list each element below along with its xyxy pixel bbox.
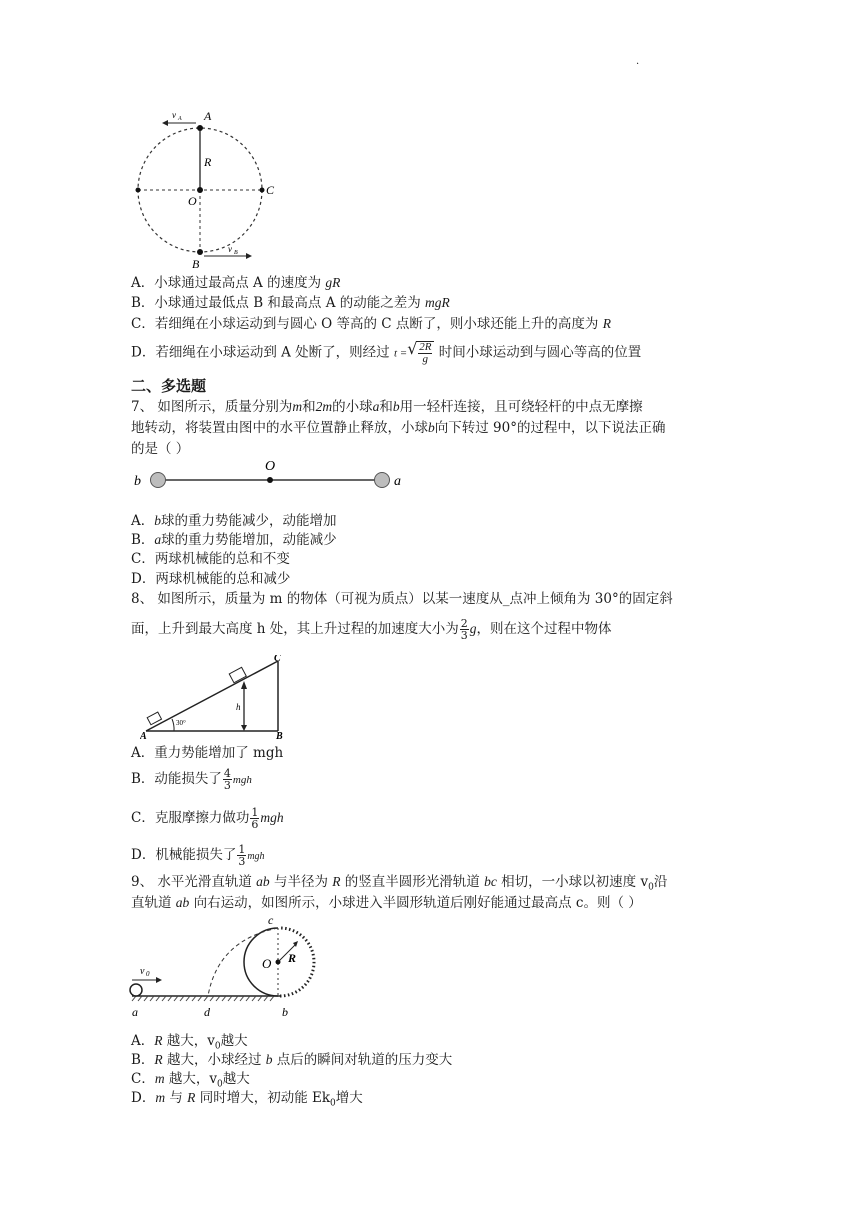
- incline-label-A: A: [140, 731, 147, 739]
- track-label-b: b: [282, 1005, 288, 1019]
- q7-line1: 7、 如图所示，质量分别为m和2m的小球a和b用一轻杆连接，且可绕轻杆的中点无摩擦: [131, 399, 643, 415]
- q9-option-b: B．R 越大，小球经过 b 点后的瞬间对轨道的压力变大: [131, 1052, 453, 1068]
- label-O: O: [188, 194, 197, 208]
- track-figure: [128, 910, 328, 1022]
- track-label-d: d: [204, 1005, 210, 1019]
- q6-option-d: D．若细绳在小球运动到 A 处断了，则经过 t = √ $\frac{2R}{g}$ 时间小球运动到与圆心等高的位置: [131, 341, 641, 365]
- q7-option-c: C．两球机械能的总和不变: [131, 551, 290, 567]
- q9-line1: 9、 水平光滑直轨道 ab 与半径为 R 的竖直半圆形光滑轨道 bc 相切，一小球以初速度 $v_0$沿: [131, 874, 668, 893]
- q6-option-b: B．小球通过最低点 B 和最高点 A 的动能之差为 mgR: [131, 295, 450, 311]
- incline-h-label: h: [236, 702, 241, 712]
- rod-label-a: a: [394, 474, 401, 489]
- q9-line2: 直轨道 ab 向右运动，如图所示，小球进入半圆形轨道后刚好能通过最高点 c。则（ ）: [131, 895, 642, 911]
- label-R: R: [204, 155, 212, 169]
- q7-option-d: D．两球机械能的总和减少: [131, 571, 291, 587]
- q7-option-a: A．b球的重力势能减少，动能增加: [131, 513, 337, 529]
- q9-option-a: A．R 越大，$v_0$越大: [131, 1033, 248, 1052]
- label-C: C: [266, 183, 275, 197]
- q7-option-b: B．a球的重力势能增加，动能减少: [131, 532, 337, 548]
- rod-label-b: b: [134, 474, 141, 489]
- circle-figure: [128, 104, 288, 272]
- incline-figure: [140, 655, 290, 739]
- label-vB-sub: B: [234, 250, 238, 256]
- track-label-v0-sub: 0: [146, 970, 150, 978]
- track-label-O: O: [262, 956, 272, 971]
- incline-label-C: C: [274, 655, 281, 664]
- rod-figure: [128, 456, 418, 496]
- label-vB: v: [228, 244, 232, 254]
- q6-option-a: A．小球通过最高点 A 的速度为 gR: [131, 275, 341, 291]
- q7-line3: 的是（ ）: [131, 441, 190, 457]
- label-vA: v: [172, 110, 176, 120]
- incline-label-B: B: [276, 731, 283, 739]
- label-A: A: [204, 109, 212, 123]
- q8-line2: 面，上升到最大高度 h 处，其上升过程的加速度大小为 $\frac{2}{3}$ g，则在这个过程中物体: [131, 617, 612, 642]
- q7-line2: 地转动，将装置由图中的水平位置静止释放，小球b向下转过 90°的过程中，以下说法正确: [131, 420, 666, 436]
- q8-option-d: D．机械能损失了 $\frac{1}{3}$ mgh: [131, 843, 265, 868]
- q6-option-c: C．若细绳在小球运动到与圆心 O 等高的 C 点断了，则小球还能上升的高度为 R: [131, 316, 611, 332]
- label-vA-sub: A: [178, 116, 182, 122]
- q9-option-c: C．m 越大，$v_0$越大: [131, 1071, 250, 1090]
- track-label-c: c: [268, 913, 274, 927]
- incline-angle-label: 30°: [176, 719, 186, 727]
- q8-line1: 8、 如图所示，质量为 m 的物体（可视为质点）以某一速度从_点冲上倾角为 30°的固定斜: [131, 591, 673, 607]
- section-heading-multiple-choice: 二、多选题: [131, 377, 207, 395]
- q8-option-b: B．动能损失了 $\frac{4}{3}$ mgh: [131, 767, 252, 792]
- track-label-R: R: [288, 951, 297, 965]
- track-label-v0: v: [140, 966, 145, 977]
- label-B: B: [192, 257, 200, 271]
- q9-option-d: D．m 与 R 同时增大，初动能 $Ek_0$增大: [131, 1090, 363, 1109]
- top-mark: .: [636, 56, 640, 67]
- q8-option-c: C．克服摩擦力做功 $\frac{1}{6}$ mgh: [131, 806, 284, 831]
- track-label-a: a: [132, 1005, 138, 1019]
- rod-label-O: O: [265, 459, 276, 474]
- q8-option-a: A．重力势能增加了 mgh: [131, 745, 284, 761]
